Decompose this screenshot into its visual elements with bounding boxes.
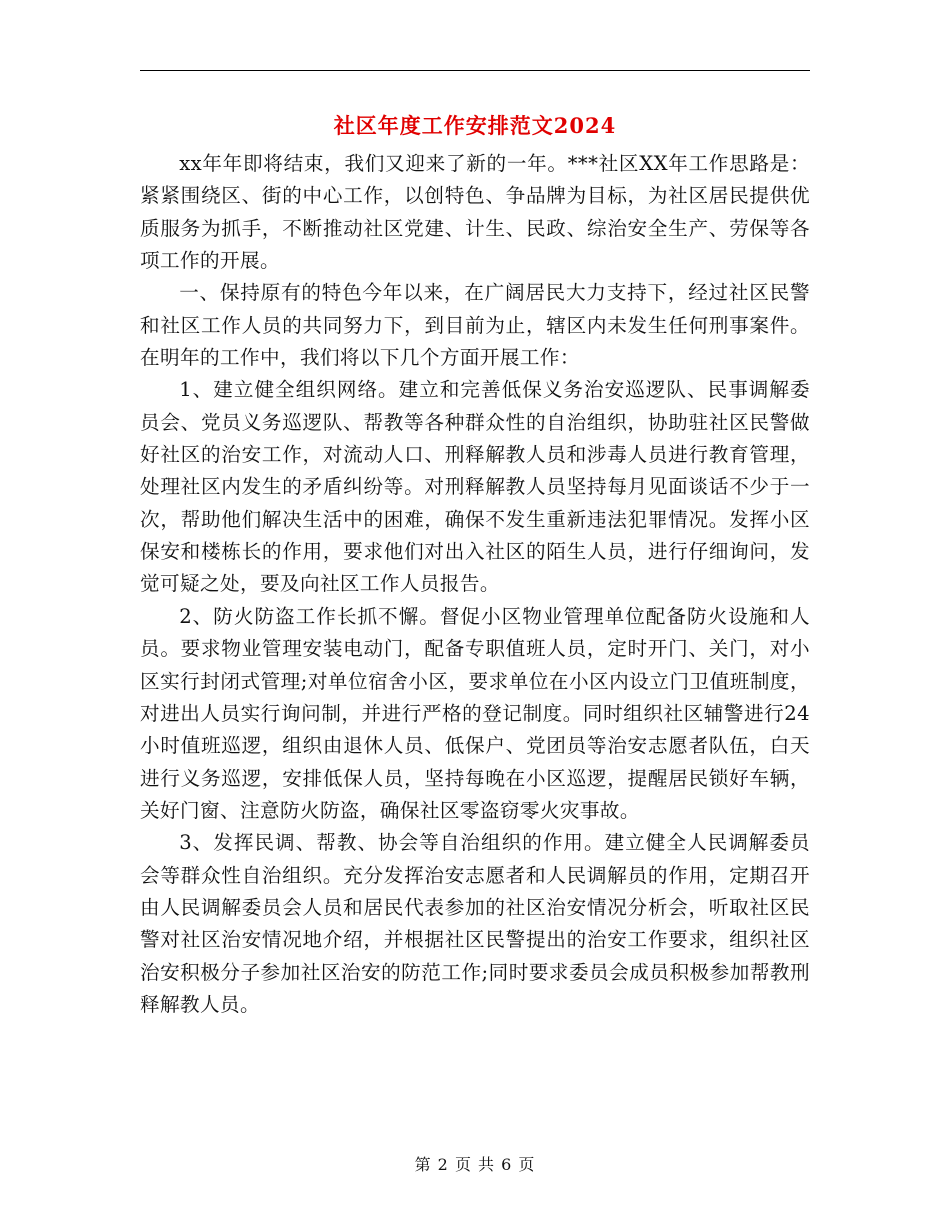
paragraph-section-1: 一、保持原有的特色今年以来，在广阔居民大力支持下，经过社区民警和社区工作人员的共同努力下，到目前为止，辖区内未发生任何刑事案件。在明年的工作中，我们将以下几个方面开展工作： bbox=[140, 281, 810, 370]
paragraph-item-2: 2、防火防盗工作长抓不懈。督促小区物业管理单位配备防火设施和人员。要求物业管理安装电动门，配备专职值班人员，定时开门、关门，对小区实行封闭式管理;对单位宿舍小区，要求单位在小区内设立门卫值班制度，对进出人员实行询问制，并进行严格的登记制度。同时组织社区辅警进行24小时值班巡逻，组织由退休人员、低保户、党团员等治安志愿者队伍，白天进行义务巡逻，安排低保人员，坚持每晚在小区巡逻，提醒居民锁好车辆，关好门窗、注意防火防盗，确保社区零盗窃零火灾事故。 bbox=[140, 604, 810, 822]
header-rule bbox=[140, 70, 810, 71]
paragraph-item-1: 1、建立健全组织网络。建立和完善低保义务治安巡逻队、民事调解委员会、党员义务巡逻队、帮教等各种群众性的自治组织，协助驻社区民警做好社区的治安工作，对流动人口、刑释解教人员和涉毒人员进行教育管理，处理社区内发生的矛盾纠纷等。对刑释解教人员坚持每月见面谈话不少于一次，帮助他们解决生活中的困难，确保不发生重新违法犯罪情况。发挥小区保安和楼栋长的作用，要求他们对出入社区的陌生人员，进行仔细询问，发觉可疑之处，要及向社区工作人员报告。 bbox=[140, 378, 810, 596]
document-body bbox=[140, 148, 810, 1021]
page-number-footer: 第 2 页 共 6 页 bbox=[414, 1155, 536, 1174]
paragraph-item-3: 3、发挥民调、帮教、协会等自治组织的作用。建立健全人民调解委员会等群众性自治组织。充分发挥治安志愿者和人民调解员的作用，定期召开由人民调解委员会人员和居民代表参加的社区治安情况分析会，听取社区民警对社区治安情况地介绍，并根据社区民警提出的治安工作要求，组织社区治安积极分子参加社区治安的防范工作;同时要求委员会成员积极参加帮教刑释解教人员。 bbox=[140, 831, 810, 1016]
paragraph-intro: xx年年即将结束，我们又迎来了新的一年。***社区XX年工作思路是：紧紧围绕区、街的中心工作，以创特色、争品牌为目标，为社区居民提供优质服务为抓手，不断推动社区党建、计生、民政、综治安全生产、劳保等各项工作的开展。 bbox=[140, 152, 810, 273]
document-title: 社区年度工作安排范文2024 bbox=[333, 113, 617, 138]
